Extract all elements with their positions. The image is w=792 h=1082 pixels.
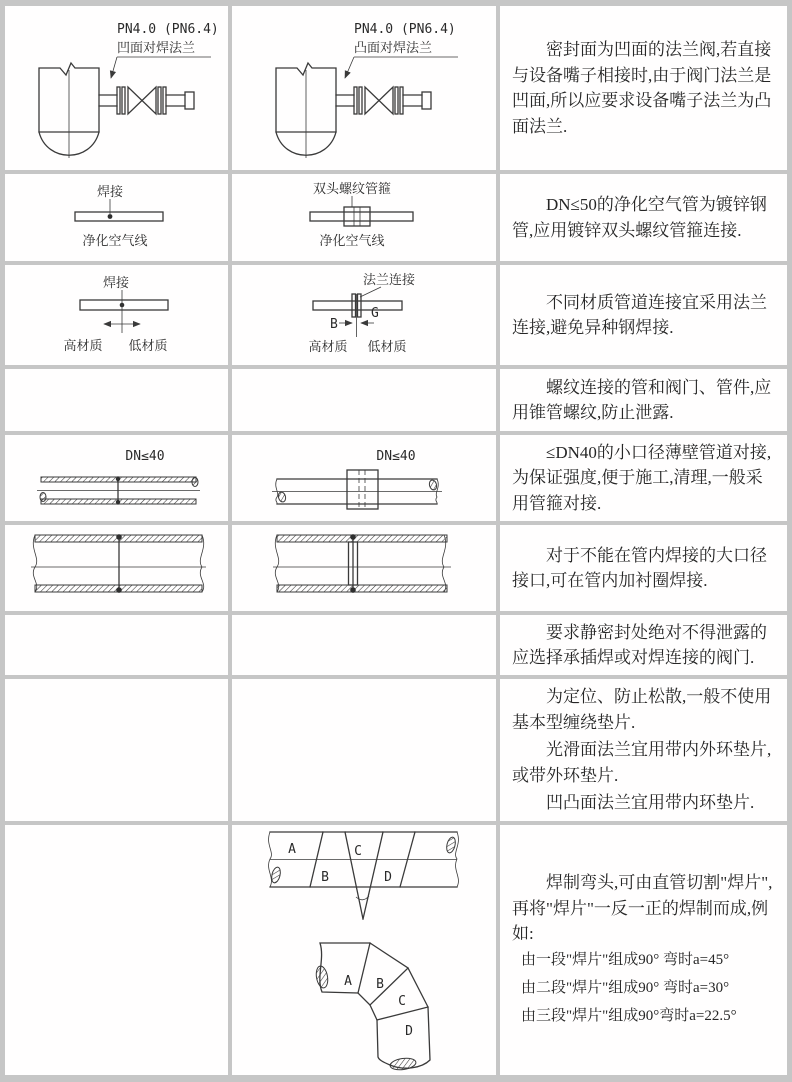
note-text: ≤DN40的小口径薄壁管道对接,为保证强度,便于施工,清理,一般采用管箍对接. <box>512 442 772 513</box>
mitered-elbow-cutting-diagram <box>232 825 496 1075</box>
note-cell-row3 <box>500 265 787 365</box>
dim-g-label: G <box>371 306 379 321</box>
flange-type-label: 凸面对焊法兰 <box>354 40 433 55</box>
note-text: 对于不能在管内焊接的大口径接口,可在管内加衬圈焊接. <box>512 545 767 590</box>
assembled-elbow <box>315 943 430 1071</box>
break-end-mark <box>428 479 437 490</box>
diagram-cell-concave-flange-valve <box>5 6 228 170</box>
leader-arrow <box>111 57 211 78</box>
coupling <box>344 207 370 226</box>
large-pipe-butt-weld-diagram <box>5 525 228 611</box>
pipe-wall-bottom <box>277 585 447 592</box>
flange-pair <box>352 294 356 317</box>
break-end-mark <box>277 491 286 502</box>
note-cell-row2 <box>500 174 787 261</box>
empty-cell <box>5 615 228 675</box>
diagram-cell-convex-flange-valve <box>232 6 496 170</box>
weld-label: 焊接 <box>96 184 124 199</box>
miter-cut-line <box>363 832 383 919</box>
diagram-cell-threaded-coupling-air-line <box>232 174 496 261</box>
note-text: DN≤50的净化空气管为镀锌钢管,应用镀锌双头螺纹管箍连接. <box>512 195 767 240</box>
note-text: 焊制弯头,可由直管切割"焊片",再将"焊片"一反一正的焊制而成,例如: <box>512 873 773 944</box>
line-name-label: 净化空气线 <box>319 233 385 248</box>
pn-rating-label: PN4.0 (PN6.4) <box>117 22 219 37</box>
note-cell-row8 <box>500 679 787 821</box>
note-text: 密封面为凹面的法兰阀,若直接与设备嘴子相接时,由于阀门法兰是凹面,所以应要求设备嘴子法兰为凸面法兰. <box>512 40 772 136</box>
empty-cell <box>232 679 496 821</box>
segment-d-label: D <box>384 870 392 885</box>
flange-type-label: 凹面对焊法兰 <box>117 40 196 55</box>
diagram-cell-large-pipe-backing-ring <box>232 525 496 611</box>
example-line: 由二段"焊片"组成90° 弯时a=30° <box>521 980 730 997</box>
flanged-valve-symbol <box>99 87 194 114</box>
weld-label: 焊接 <box>102 275 130 290</box>
diagram-cell-mitered-elbow <box>232 825 496 1075</box>
dn-size-label: DN≤40 <box>376 449 416 464</box>
dim-b-label: B <box>330 317 338 332</box>
threaded-coupling-pipe-diagram <box>232 174 496 261</box>
diagram-cell-dissimilar-weld <box>5 265 228 365</box>
small-pipe-butt-weld-diagram <box>5 435 228 521</box>
note-cell-row4 <box>500 369 787 431</box>
diagram-cell-small-pipe-coupling <box>232 435 496 521</box>
welded-pipe-diagram <box>5 174 228 261</box>
empty-cell <box>232 615 496 675</box>
coupling <box>347 470 378 509</box>
weld-point <box>108 214 113 219</box>
pipe-wall-top <box>277 535 447 542</box>
open-end-mark <box>315 965 330 989</box>
pipe <box>310 212 413 221</box>
empty-cell <box>232 369 496 431</box>
diagram-cell-dissimilar-flange <box>232 265 496 365</box>
high-material-label: 高材质 <box>308 339 348 354</box>
vessel-outline <box>276 63 336 158</box>
segment-b-label: B <box>321 870 329 885</box>
note-text: 不同材质管道连接宜采用法兰连接,避免异种钢焊接. <box>512 292 767 337</box>
flanged-valve-symbol <box>336 87 431 114</box>
break-end-mark <box>445 836 457 853</box>
example-line: 由三段"焊片"组成90°弯时a=22.5° <box>521 1008 737 1025</box>
segment-c-label: C <box>398 994 406 1009</box>
example-line: 由一段"焊片"组成90° 弯时a=45° <box>521 951 730 968</box>
vessel-valve-convex-diagram <box>232 6 496 170</box>
empty-cell <box>5 825 228 1075</box>
dissimilar-material-weld-diagram <box>5 265 228 365</box>
empty-cell <box>5 679 228 821</box>
note-text: 为定位、防止松散,一般不使用基本型缠绕垫片. <box>512 687 772 732</box>
coupling-label: 双头螺纹管箍 <box>312 181 392 196</box>
note-cell-row7 <box>500 615 787 675</box>
weld-seam <box>358 943 370 993</box>
pipe <box>75 212 163 221</box>
note-text: 凹凸面法兰宜用带内环垫片. <box>546 793 755 813</box>
note-text: 光滑面法兰宜用带内外环垫片,或带外环垫片. <box>512 740 772 785</box>
line-name-label: 净化空气线 <box>82 233 148 248</box>
dissimilar-material-flange-diagram <box>232 265 496 365</box>
note-text: 螺纹连接的管和阀门、管件,应用锥管螺纹,防止泄露. <box>512 377 772 422</box>
empty-cell <box>5 369 228 431</box>
note-cell-row9 <box>500 825 787 1075</box>
diagram-cell-large-pipe-butt-weld <box>5 525 228 611</box>
break-end-mark <box>270 866 282 883</box>
low-material-label: 低材质 <box>128 338 168 353</box>
dn-size-label: DN≤40 <box>125 449 165 464</box>
pn-rating-label: PN4.0 (PN6.4) <box>354 22 456 37</box>
break-end-mark <box>40 493 46 502</box>
note-cell-row6 <box>500 525 787 611</box>
high-material-label: 高材质 <box>63 338 103 353</box>
leader-arrow <box>345 57 458 78</box>
vessel-valve-concave-diagram <box>5 6 228 170</box>
note-cell-row5 <box>500 435 787 521</box>
small-pipe-coupling-diagram <box>232 435 496 521</box>
segment-a-label: A <box>344 974 352 989</box>
diagram-cell-welded-air-line <box>5 174 228 261</box>
segment-c-label: C <box>354 844 362 859</box>
low-material-label: 低材质 <box>367 339 407 354</box>
diagram-cell-small-pipe-butt-weld <box>5 435 228 521</box>
segment-d-label: D <box>405 1024 413 1039</box>
note-text: 要求静密封处绝对不得泄露的应选择承插焊或对焊连接的阀门. <box>512 622 767 667</box>
flange-connection-label: 法兰连接 <box>362 272 416 287</box>
cut-pipe <box>269 832 459 919</box>
segment-b-label: B <box>376 977 384 992</box>
large-pipe-backing-ring-diagram <box>232 525 496 611</box>
vessel-outline <box>39 63 99 158</box>
note-cell-row1 <box>500 6 787 170</box>
open-end-mark <box>389 1057 416 1072</box>
segment-a-label: A <box>288 842 296 857</box>
elbow-examples <box>512 947 775 1030</box>
break-end-mark <box>192 478 198 487</box>
